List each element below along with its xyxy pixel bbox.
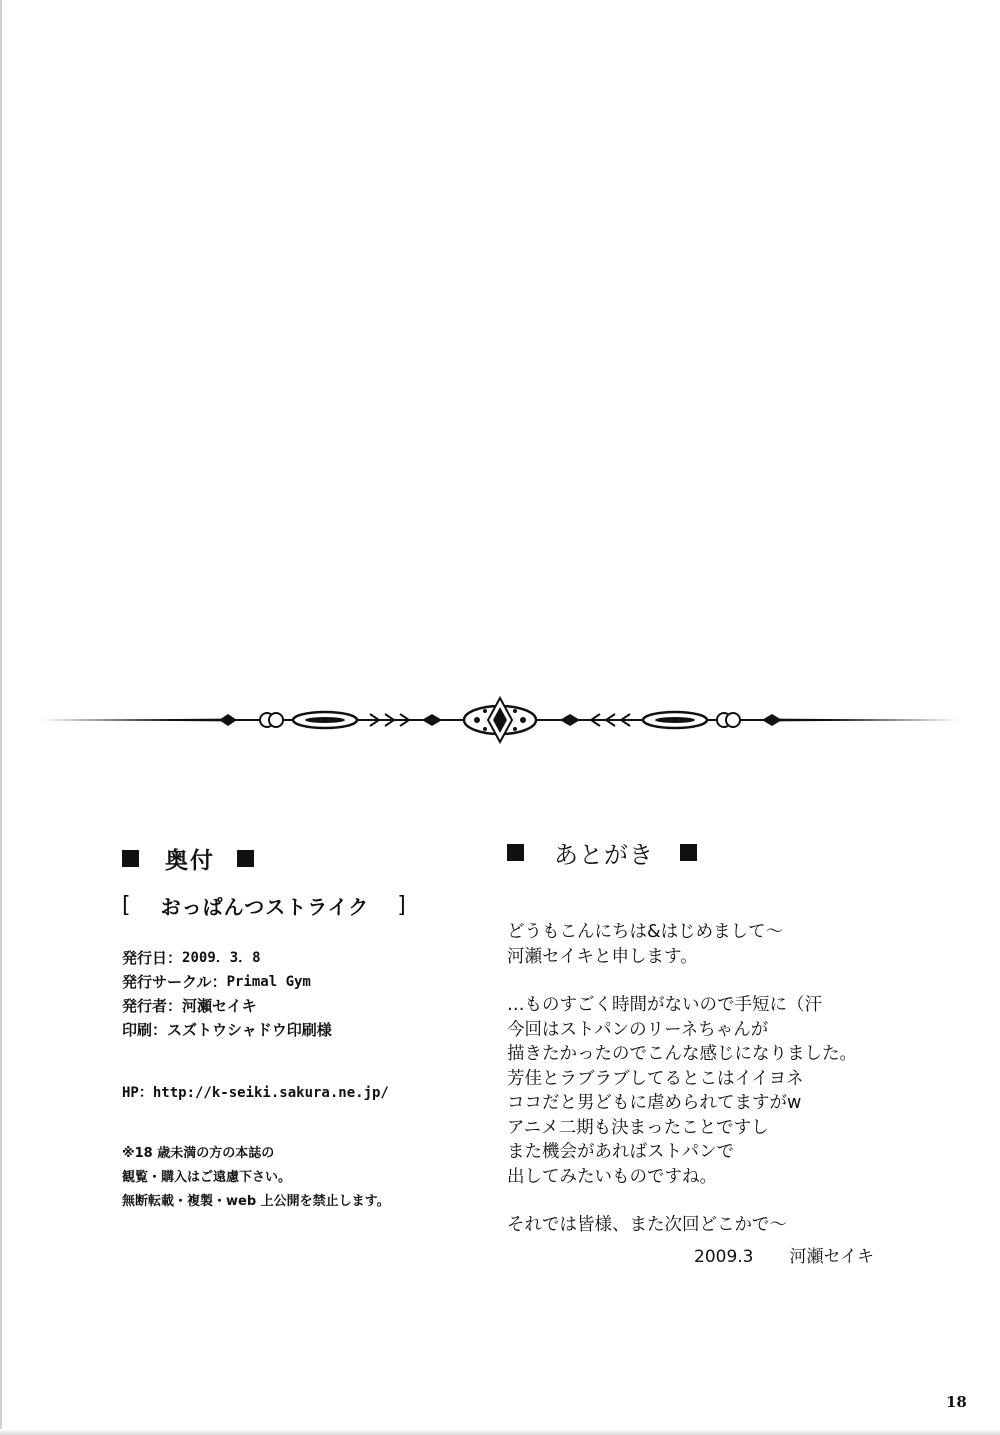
info-label: 発行者 [122, 997, 168, 1015]
afterword-line: ココだと男どもに虐められてますがw [507, 1093, 802, 1113]
signature-name: 河瀬セイキ [789, 1247, 874, 1267]
signature-date: 2009.3 [694, 1247, 754, 1267]
colophon-heading [122, 838, 482, 878]
info-value: 河瀬セイキ [182, 997, 257, 1015]
square-bullet-icon [507, 844, 524, 861]
notice-line: 無断転載・複製・web 上公開を禁止します。 [122, 1194, 390, 1209]
info-label: 印刷 [122, 1021, 153, 1039]
bracket-close: ] [397, 892, 406, 918]
afterword-section [507, 832, 947, 1267]
afterword-line: 描きたかったのでこんな感じになりました。 [507, 1044, 857, 1064]
signature [694, 1242, 874, 1267]
afterword-line: どうもこんにちは&はじめまして～ [507, 922, 784, 942]
info-separator: ： [152, 1021, 168, 1039]
book-title-text: おっぱんつストライク [160, 894, 370, 919]
publication-info [122, 946, 482, 1042]
info-value: スズトウシャドウ印刷様 [167, 1021, 332, 1039]
page-edge [0, 0, 2, 1435]
info-value: Primal Gym [226, 974, 311, 990]
afterword-line: アニメ二期も決まったことですし [507, 1117, 769, 1138]
afterword-line: 芳佳とラブラブしてるとこはイイヨネ [507, 1068, 804, 1089]
bracket-open: [ [122, 892, 131, 918]
afterword-line: また機会があればストパンで [507, 1142, 735, 1162]
info-separator: ： [211, 973, 227, 991]
afterword-title: あとがき [554, 840, 654, 869]
afterword-line: 河瀬セイキと申します。 [507, 946, 698, 967]
notice-line: 観覧・購入はご遠慮下さい。 [122, 1170, 292, 1185]
info-row-date [122, 946, 482, 970]
afterword-line: それでは皆様、また次回どこかで～ [507, 1215, 787, 1235]
page-number: 18 [946, 1393, 967, 1411]
square-bullet-icon [122, 850, 139, 867]
ornamental-divider [35, 690, 965, 750]
homepage-url: HP：http://k-seiki.sakura.ne.jp/ [122, 1085, 389, 1101]
afterword-heading [507, 832, 947, 872]
info-row-publisher [122, 994, 482, 1018]
info-label: 発行サークル [122, 973, 212, 991]
page-shadow [0, 1429, 1000, 1435]
colophon-title: 奥付 [165, 847, 215, 874]
info-label: 発行日 [122, 949, 168, 967]
afterword-line: 今回はストパンのリーネちゃんが [507, 1019, 769, 1040]
colophon-section [122, 838, 482, 1214]
info-row-printer [122, 1018, 482, 1042]
square-bullet-icon [680, 844, 697, 861]
age-notice [122, 1142, 482, 1214]
afterword-line: 出してみたいものですね。 [507, 1166, 717, 1187]
info-value: 2009．3．8 [182, 950, 261, 966]
info-row-circle [122, 970, 482, 994]
afterword-body [507, 920, 947, 1238]
info-separator: ： [167, 949, 183, 967]
notice-line: ※18 歳未満の方の本誌の [122, 1146, 275, 1161]
info-separator: ： [167, 997, 183, 1015]
book-title [122, 890, 482, 920]
square-bullet-icon [237, 850, 254, 867]
afterword-line: …ものすごく時間がないので手短に（汗 [507, 995, 822, 1015]
